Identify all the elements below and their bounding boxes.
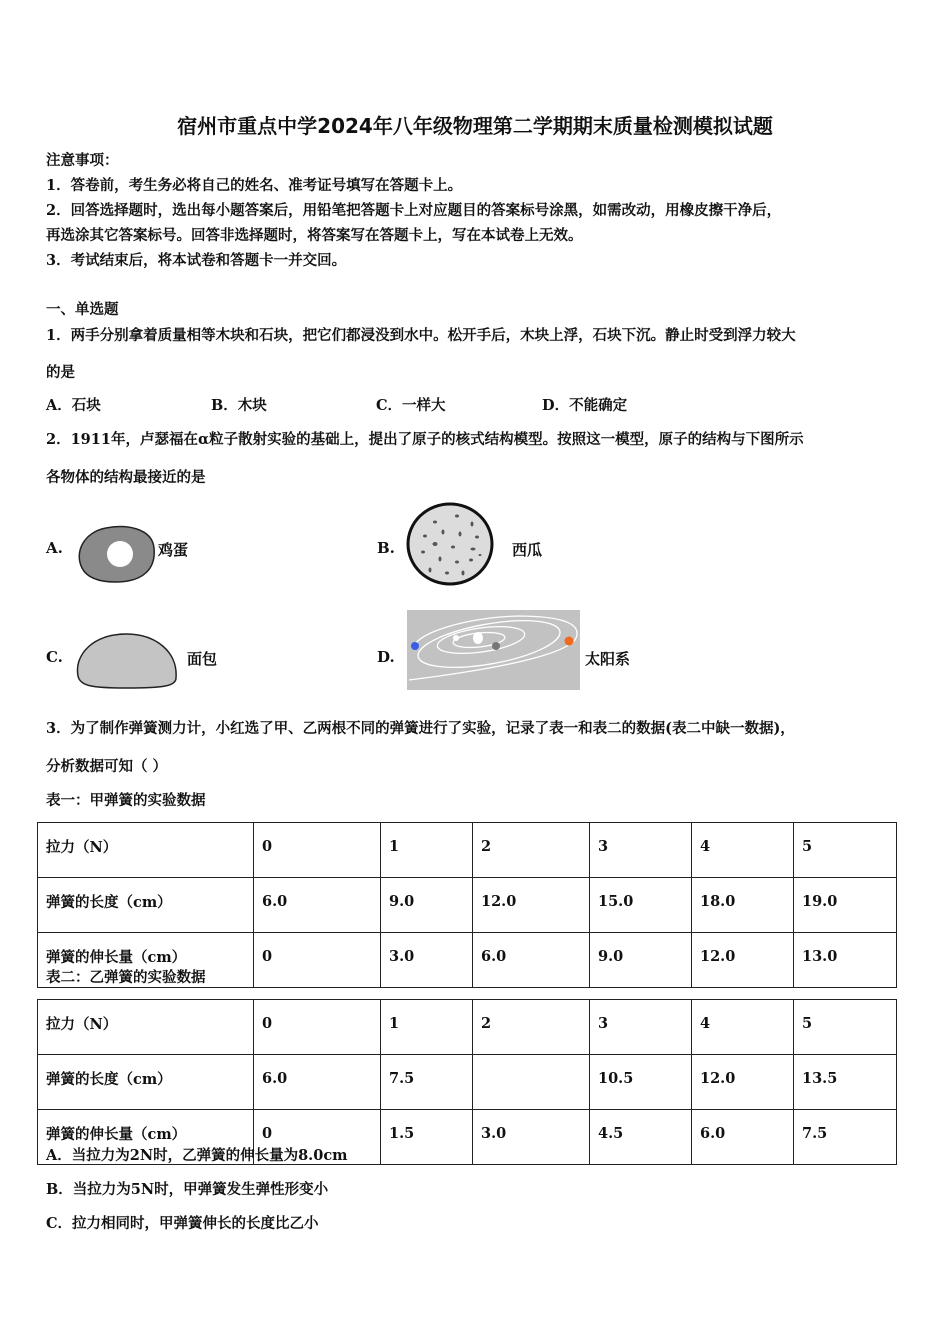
table-cell: 6.0: [473, 933, 590, 988]
table-cell: 6.0: [254, 878, 381, 933]
table-cell: 12.0: [473, 878, 590, 933]
table-cell: 12.0: [692, 1055, 794, 1110]
notice-item: 3．考试结束后，将本试卷和答题卡一并交回。: [46, 252, 347, 269]
table-cell: 拉力（N）: [38, 1000, 254, 1055]
table-cell: 15.0: [590, 878, 692, 933]
notice-item: 2．回答选择题时，选出每小题答案后，用铅笔把答题卡上对应题目的答案标号涂黑，如需改动，用橡皮擦干净后，: [46, 202, 782, 219]
table-2-caption: 表二：乙弹簧的实验数据: [46, 969, 206, 986]
table-cell: 1: [381, 823, 473, 878]
table-1-spring-a: [37, 822, 897, 988]
notice-item: 再选涂其它答案标号。回答非选择题时，将答案写在答题卡上，写在本试卷上无效。: [46, 227, 583, 244]
question-1-text: 1．两手分别拿着质量相等木块和石块，把它们都浸没到水中。松开手后，木块上浮，石块下沉。静止时受到浮力较大: [46, 327, 796, 344]
q2-option-b-letter: B.: [377, 539, 395, 557]
table-cell: [473, 1055, 590, 1110]
table-cell: 13.5: [794, 1055, 897, 1110]
q3-option-a: A．当拉力为2N时，乙弹簧的伸长量为8.0cm: [46, 1147, 348, 1164]
q1-option-a: A．石块: [46, 397, 101, 414]
question-2-text-cont: 各物体的结构最接近的是: [46, 469, 206, 486]
q2-option-a-letter: A.: [46, 539, 63, 557]
table-row: [38, 823, 897, 878]
question-1-text-cont: 的是: [46, 364, 75, 381]
question-3-text: 3．为了制作弹簧测力计，小红选了甲、乙两根不同的弹簧进行了实验，记录了表一和表二的数据(表二中缺一数据)，: [46, 720, 795, 737]
table-2-spring-b: [37, 999, 897, 1165]
table-cell: 19.0: [794, 878, 897, 933]
q1-option-d: D．不能确定: [542, 397, 628, 414]
table-cell: 4.5: [590, 1110, 692, 1165]
table-cell: 13.0: [794, 933, 897, 988]
q2-option-d-label: 太阳系: [585, 650, 631, 668]
notice-item: 1．答卷前，考生务必将自己的姓名、准考证号填写在答题卡上。: [46, 177, 463, 194]
q2-option-c-label: 面包: [187, 650, 218, 668]
table-cell: 6.0: [692, 1110, 794, 1165]
q2-option-d-letter: D.: [377, 648, 395, 666]
table-cell: 弹簧的伸长量（cm）: [38, 933, 254, 988]
q3-option-b: B．当拉力为5N时，甲弹簧发生弹性形变小: [46, 1181, 329, 1198]
table-cell: 10.5: [590, 1055, 692, 1110]
table-cell: 3.0: [381, 933, 473, 988]
table-row: [38, 1000, 897, 1055]
table-cell: 7.5: [381, 1055, 473, 1110]
q1-option-c: C．一样大: [376, 397, 446, 414]
table-row: [38, 878, 897, 933]
table-cell: 1.5: [381, 1110, 473, 1165]
table-cell: 5: [794, 823, 897, 878]
watermelon-figure-icon: [405, 502, 495, 586]
table-cell: 0: [254, 1110, 381, 1165]
table-cell: 2: [473, 823, 590, 878]
table-cell: 7.5: [794, 1110, 897, 1165]
section-heading: 一、单选题: [46, 301, 119, 318]
table-1-caption: 表一：甲弹簧的实验数据: [46, 792, 206, 809]
question-3-text-cont: 分析数据可知（ ）: [46, 758, 168, 775]
question-2-text: 2．1911年，卢瑟福在α粒子散射实验的基础上，提出了原子的核式结构模型。按照这一模型，原子的结构与下图所示: [46, 431, 804, 448]
table-cell: 0: [254, 1000, 381, 1055]
table-cell: 3.0: [473, 1110, 590, 1165]
table-cell: 0: [254, 823, 381, 878]
table-cell: 3: [590, 823, 692, 878]
table-cell: 弹簧的伸长量（cm）: [38, 1110, 254, 1165]
table-row: [38, 1055, 897, 1110]
table-cell: 9.0: [381, 878, 473, 933]
table-cell: 18.0: [692, 878, 794, 933]
q2-option-a-label: 鸡蛋: [158, 541, 189, 559]
table-cell: 拉力（N）: [38, 823, 254, 878]
q1-option-b: B．木块: [211, 397, 267, 414]
table-cell: 弹簧的长度（cm）: [38, 878, 254, 933]
table-cell: 2: [473, 1000, 590, 1055]
egg-figure-icon: [74, 524, 158, 586]
table-cell: 0: [254, 933, 381, 988]
table-cell: 12.0: [692, 933, 794, 988]
table-cell: 3: [590, 1000, 692, 1055]
bread-figure-icon: [74, 632, 180, 690]
table-cell: 4: [692, 823, 794, 878]
page-title: 宿州市重点中学2024年八年级物理第二学期期末质量检测模拟试题: [177, 114, 773, 138]
q3-option-c: C．拉力相同时，甲弹簧伸长的长度比乙小: [46, 1215, 319, 1232]
table-cell: 5: [794, 1000, 897, 1055]
q2-option-c-letter: C.: [46, 648, 63, 666]
table-cell: 6.0: [254, 1055, 381, 1110]
table-cell: 1: [381, 1000, 473, 1055]
table-cell: 弹簧的长度（cm）: [38, 1055, 254, 1110]
solar-system-figure-icon: [407, 610, 580, 690]
table-cell: 9.0: [590, 933, 692, 988]
q2-option-b-label: 西瓜: [512, 541, 543, 559]
notice-heading: 注意事项：: [46, 152, 119, 169]
table-cell: 4: [692, 1000, 794, 1055]
